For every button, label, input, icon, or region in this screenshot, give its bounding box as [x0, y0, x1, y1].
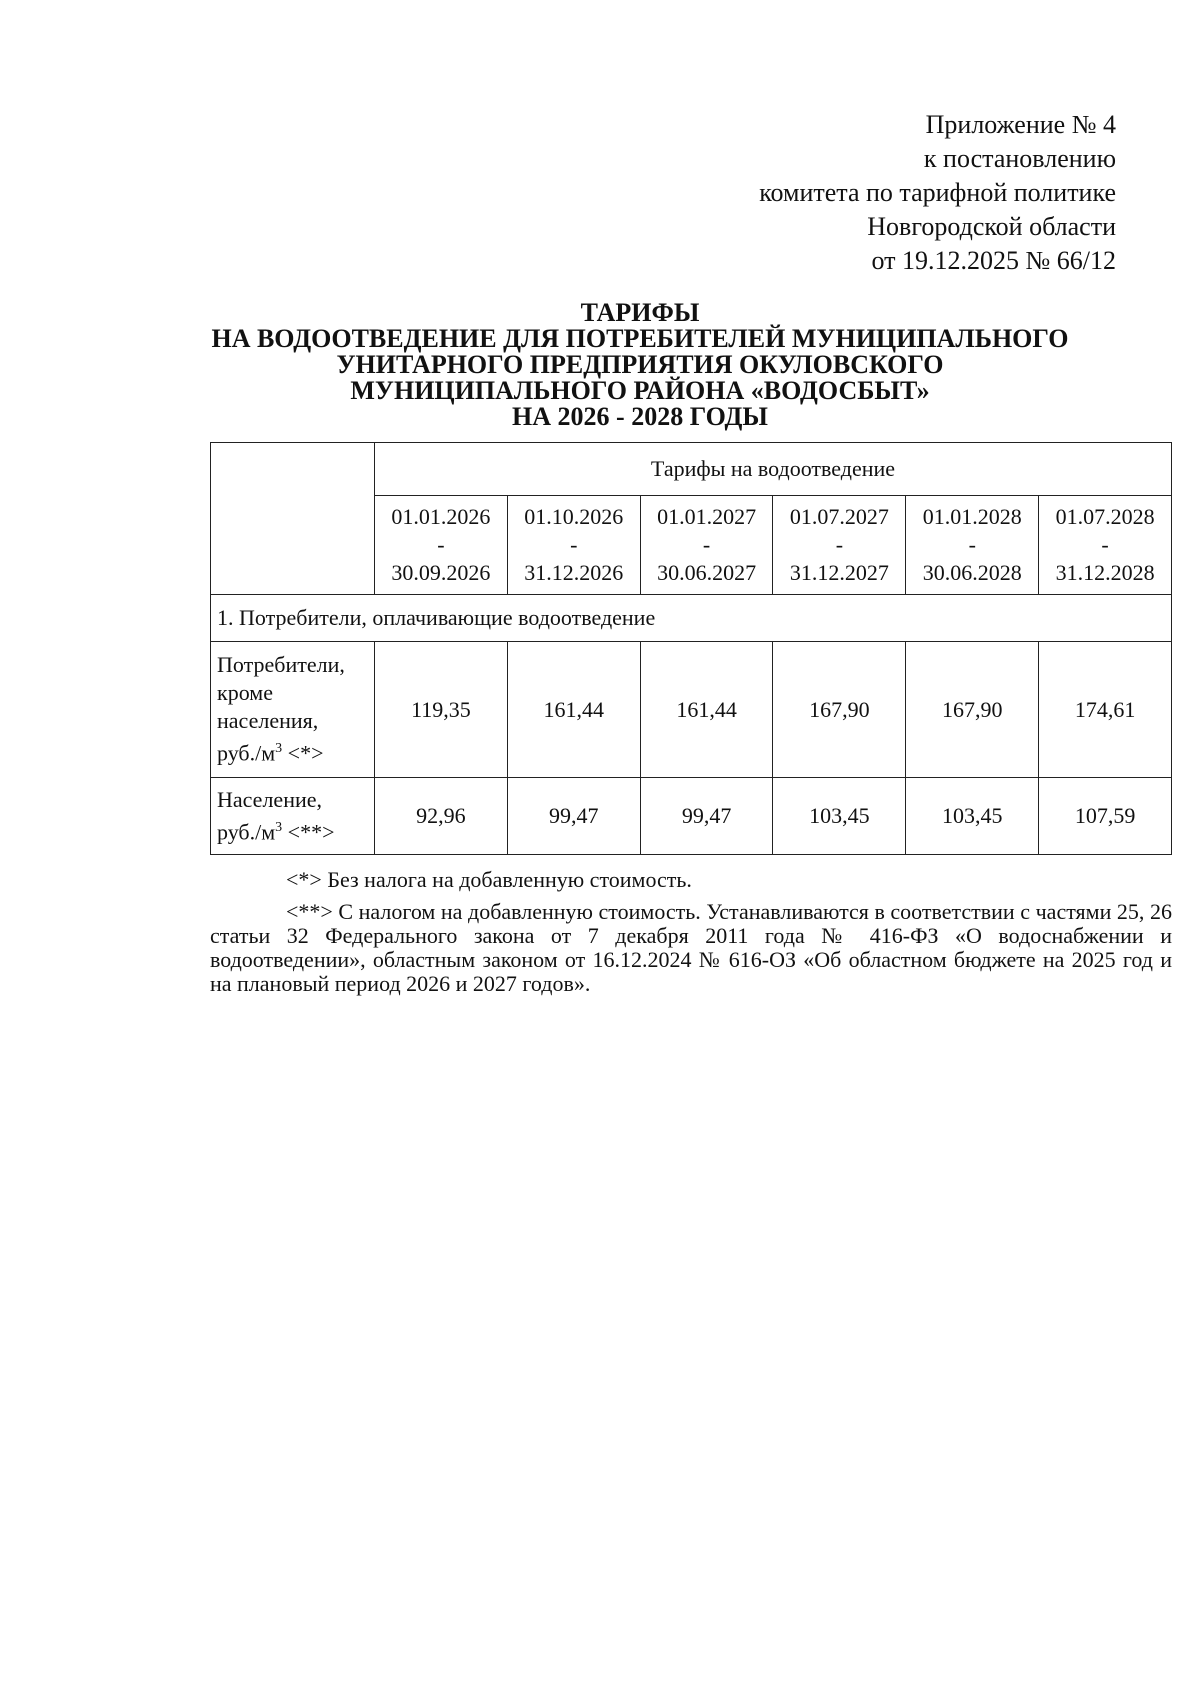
period-cell	[906, 496, 1039, 595]
appendix-line: Приложение № 4	[925, 110, 1116, 139]
appendix-line: комитета по тарифной политике	[759, 178, 1116, 207]
value-cell: 103,45	[773, 778, 906, 855]
value-cell: 107,59	[1039, 778, 1172, 855]
title-line: НА ВОДООТВЕДЕНИЕ ДЛЯ ПОТРЕБИТЕЛЕЙ МУНИЦИПАЛЬНОГО	[211, 324, 1069, 353]
value-cell: 167,90	[906, 642, 1039, 778]
row-label-line: населения,	[217, 708, 319, 734]
unit-superscript: 3	[275, 819, 283, 835]
footnotes	[210, 868, 1172, 1004]
group-header-cell: Тарифы на водоотведение	[375, 443, 1172, 496]
period-to: 30.06.2027	[657, 560, 757, 585]
title-line: УНИТАРНОГО ПРЕДПРИЯТИЯ ОКУЛОВСКОГО	[336, 350, 944, 379]
footnote-vat-excluded: <*> Без налога на добавленную стоимость.	[286, 867, 692, 892]
appendix-reference	[759, 108, 1116, 278]
period-from: 01.01.2026	[391, 504, 491, 529]
table-header-row	[211, 443, 1172, 496]
table-row	[211, 642, 1172, 778]
period-to: 31.12.2028	[1055, 560, 1155, 585]
appendix-line: Новгородской области	[867, 212, 1116, 241]
period-sep: -	[1101, 532, 1109, 557]
period-cell	[773, 496, 906, 595]
document-title	[200, 300, 1080, 430]
row-label	[211, 642, 375, 778]
period-sep: -	[835, 532, 844, 557]
period-sep: -	[702, 532, 711, 557]
row-unit	[217, 814, 374, 846]
period-cell	[375, 496, 508, 595]
unit-suffix: <*>	[282, 740, 324, 766]
period-to: 31.12.2026	[524, 560, 624, 585]
period-to: 30.06.2028	[922, 560, 1022, 585]
corner-cell	[211, 443, 375, 595]
unit-prefix: руб./м	[217, 819, 276, 845]
period-to: 31.12.2027	[789, 560, 889, 585]
period-sep: -	[968, 532, 976, 557]
appendix-line: к постановлению	[923, 144, 1116, 173]
unit-suffix: <**>	[282, 819, 335, 845]
section-row	[211, 595, 1172, 642]
tariff-table	[210, 442, 1172, 855]
period-cell	[1039, 496, 1172, 595]
value-cell: 174,61	[1039, 642, 1172, 778]
row-unit	[217, 735, 374, 767]
period-cell	[507, 496, 640, 595]
unit-superscript: 3	[275, 741, 283, 757]
value-cell: 103,45	[906, 778, 1039, 855]
value-cell: 161,44	[640, 642, 773, 778]
table-row	[211, 778, 1172, 855]
period-from: 01.01.2027	[657, 504, 757, 529]
title-line: НА 2026 - 2028 ГОДЫ	[512, 402, 768, 431]
period-cell	[640, 496, 773, 595]
section-title: 1. Потребители, оплачивающие водоотведение	[211, 595, 1172, 642]
value-cell: 92,96	[375, 778, 508, 855]
value-cell: 99,47	[640, 778, 773, 855]
title-line: МУНИЦИПАЛЬНОГО РАЙОНА «ВОДОСБЫТ»	[350, 376, 930, 405]
period-from: 01.01.2028	[922, 504, 1022, 529]
period-to: 30.09.2026	[391, 560, 491, 585]
period-from: 01.07.2027	[789, 504, 889, 529]
period-sep: -	[437, 532, 445, 557]
row-label-line: Население,	[217, 786, 323, 812]
period-from: 01.10.2026	[524, 504, 624, 529]
row-label	[211, 778, 375, 855]
row-label-line: кроме	[217, 680, 273, 706]
period-sep: -	[570, 532, 578, 557]
period-from: 01.07.2028	[1055, 504, 1155, 529]
appendix-line: от 19.12.2025 № 66/12	[871, 246, 1116, 275]
value-cell: 167,90	[773, 642, 906, 778]
value-cell: 161,44	[507, 642, 640, 778]
row-label-line: Потребители,	[217, 652, 345, 678]
value-cell: 119,35	[375, 642, 508, 778]
title-line: ТАРИФЫ	[580, 298, 700, 327]
value-cell: 99,47	[507, 778, 640, 855]
footnote-vat-included: <**> С налогом на добавленную стоимость. Устанавливаются в соответствии с частями 25, 26 статьи 32 Федерального закона от 7 декабря 2011 года № 416-ФЗ «О водоснабжении и водоотведении», областным законом от 16.12.2024 № 616-ОЗ «Об областном бюджете на 2025 год и на плановый период 2026 и 2027 годов».	[210, 899, 1172, 996]
unit-prefix: руб./м	[217, 740, 276, 766]
